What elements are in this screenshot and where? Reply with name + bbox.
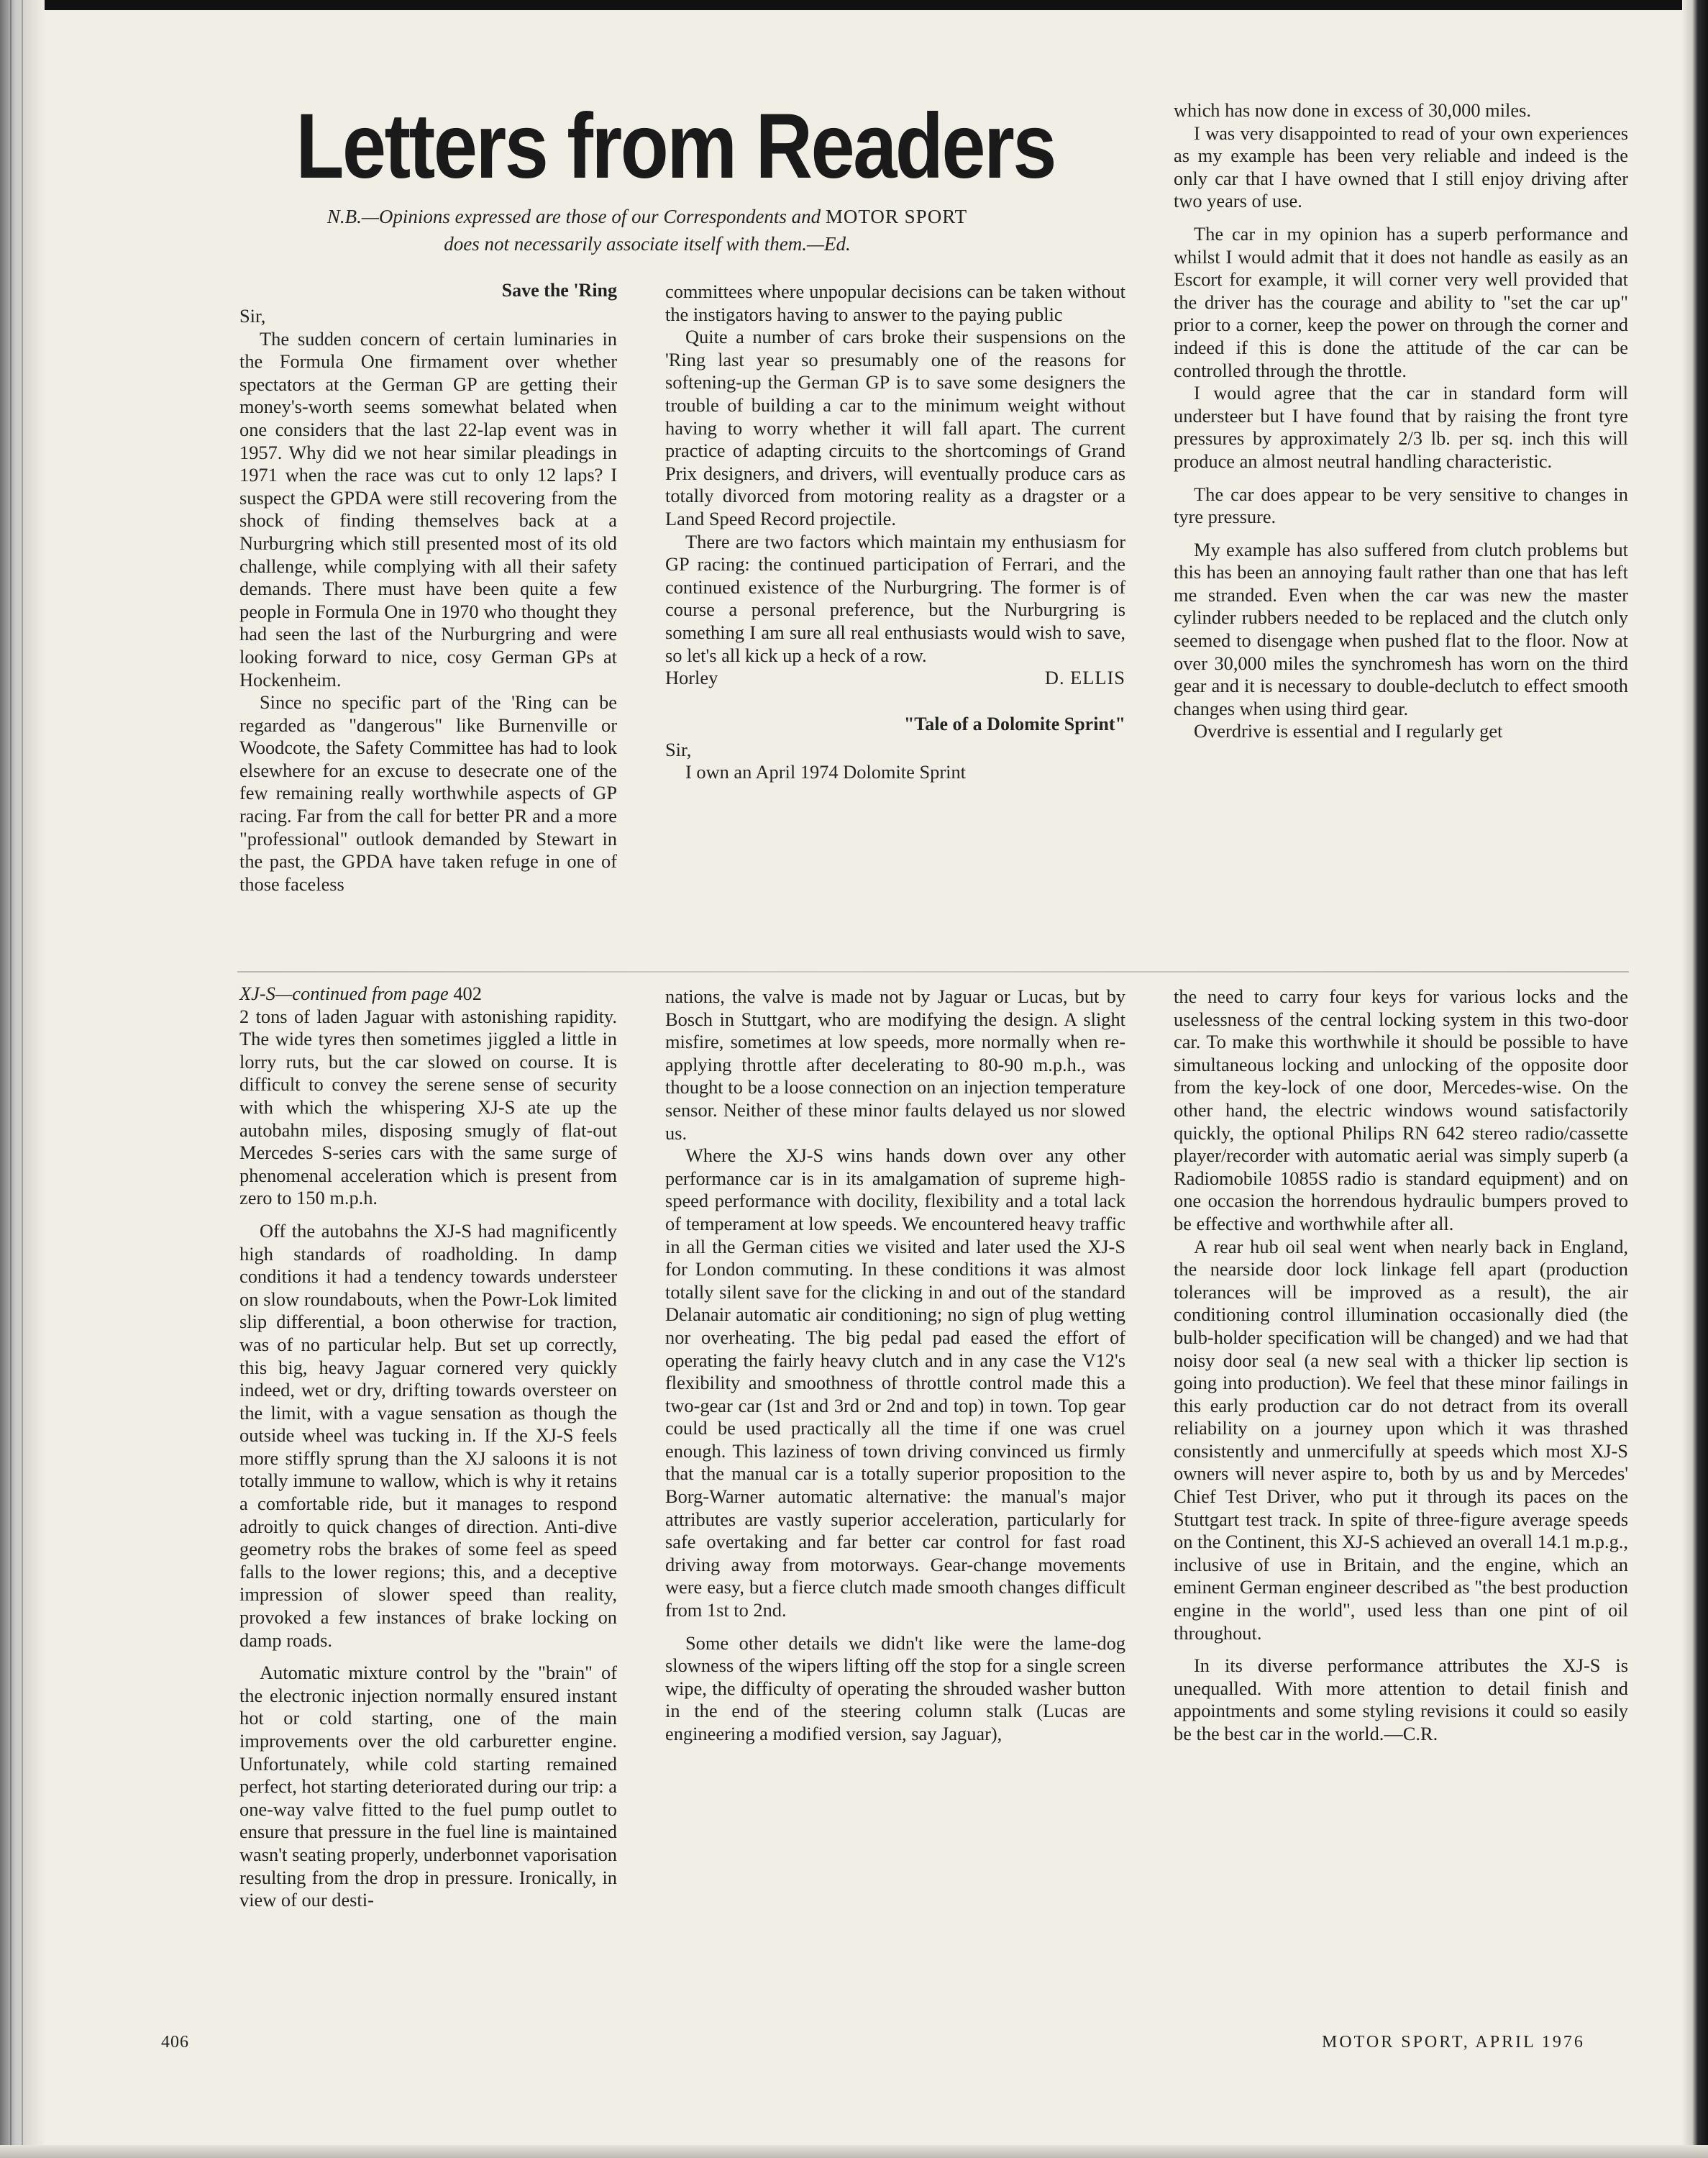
- paragraph: 2 tons of laden Jaguar with astonishing rapidity. The wide tyres then sometimes jiggled a little in lorry ruts, but the car slowed on course. It is difficult to convey the serene sense of security with which the whispering XJ-S ate up the autobahn miles, disposing smugly of flat-out Mercedes S-series cars with the same surge of phenomenal acceleration which is present from zero to 150 m.p.h.: [239, 1005, 617, 1209]
- letter-heading: Save the 'Ring: [501, 280, 617, 301]
- paragraph: Automatic mixture control by the "brain" of the electronic injection normally ensured instant hot or cold starting, one of the main improvements over the old carburetter engine. Unfortunately, while cold starting remained perfect, hot starting deteriorated during our trip: a one-way valve fitted to the fuel pump outlet to ensure that pressure in the fuel line is maintained wasn't seating properly, underbonnet vaporisation resulting from the drop in pressure. Ironically, in view of our desti-: [239, 1662, 617, 1911]
- editor-disclaimer: [216, 203, 1079, 258]
- continued-from-label: XJ-S—continued from page 402: [239, 983, 482, 1004]
- letters-column-2: [665, 281, 1125, 784]
- page-top-edge: [0, 0, 1708, 10]
- paragraph: I own an April 1974 Dolomite Sprint: [685, 761, 966, 783]
- page-bottom-edge: [0, 2145, 1708, 2158]
- paragraph: In its diverse performance attributes the XJ-S is unequalled. With more attention to detail finish and appointments and some styling revisions it could so easily be the best car in the world.—C.R.: [1174, 1654, 1628, 1744]
- letter-heading: "Tale of a Dolomite Sprint": [903, 713, 1125, 734]
- paragraph: I would agree that the car in standard form will understeer but I have found that by raising the front tyre pressures by approximately 2/3 lb. per sq. inch this will produce an almost neutral handling characteristic.: [1174, 382, 1628, 472]
- page-right-edge: [1682, 0, 1708, 2158]
- letters-column-1: [239, 278, 617, 896]
- section-divider: [237, 971, 1629, 973]
- paragraph: Overdrive is essential and I regularly get: [1194, 720, 1503, 742]
- paragraph: committees where unpopular decisions can be taken without the instigators having to answer to the paying public: [665, 281, 1125, 325]
- paragraph: which has now done in excess of 30,000 miles.: [1174, 99, 1531, 121]
- paragraph: the need to carry four keys for various locks and the uselessness of the central locking system in this two-door car. To make this worthwhile it should be possible to have simultaneous locking and unlocking of the opposite door from the key-lock of one door, Mercedes-wise. On the other hand, the electric windows wound satisfactorily quickly, the optional Philips RN 642 stereo radio/cassette player/recorder with automatic aerial was simply superb (a Radiomobile 1085S radio is standard equipment) and on one occasion the horrendous hydraulic bumpers proved to be effective and worthwhile after all.: [1174, 985, 1628, 1234]
- article-column-1: [239, 983, 617, 1912]
- paragraph: My example has also suffered from clutch problems but this has been an annoying fault rather than one that has left me stranded. Even when the car was new the master cylinder rubbers needed to be replaced and the clutch only seemed to disengage when pushed flat to the floor. Now at over 30,000 miles the synchromesh has worn on the third gear and it is necessary to double-declutch to effect smooth changes when using third gear.: [1174, 538, 1628, 719]
- paragraph: A rear hub oil seal went when nearly back in England, the nearside door lock linkage fell apart (production tolerances will be improved as a result), the air conditioning control illumination occasionally died (the bulb-holder specification will be changed) and we had that noisy door seal (a new seal with a thicker lip section is going into production). We feel that these minor failings in this early production car do not detract from its overall reliability on a journey upon which it was thrashed consistently and unmercifully at speeds which most XJ-S owners will never aspire to, both by us and by Mercedes' Chief Test Driver, who put it through its paces on the Stuttgart test track. In spite of three-figure average speeds on the Continent, this XJ-S achieved an overall 14.1 m.p.g., inclusive of use in Britain, and the engine, which an eminent German engineer described as "the best production engine in the world", used less than one pint of oil throughout.: [1174, 1235, 1628, 1644]
- paragraph: I was very disappointed to read of your own experiences as my example has been very reliable and indeed is the only car that I have owned that I still enjoy driving after two years of use.: [1174, 122, 1628, 212]
- page-number: 406: [161, 2033, 189, 2052]
- page-title: Letters from Readers: [296, 95, 1055, 198]
- magazine-name: MOTOR SPORT: [825, 206, 968, 227]
- letter-place: Horley: [665, 667, 718, 689]
- paragraph: The sudden concern of certain luminaries in the Formula One firmament over whether spectators at the German GP are getting their money's-worth seems somewhat belated when one considers that the last 22-lap event was in 1957. Why did we not hear similar pleadings in 1971 when the race was cut to only 12 laps? I suspect the GPDA were still recovering from the shock of finding themselves back at a Nurburgring which still presented most of its old challenge, while complying with all their safety demands. There must have been quite a few people in Formula One in 1970 who thought they had seen the last of the Nurburgring and were looking forward to nice, cosy German GPs at Hockenheim.: [239, 327, 617, 691]
- salutation: Sir,: [239, 305, 266, 327]
- paragraph: Some other details we didn't like were the lame-dog slowness of the wipers lifting off the stop for a single screen wipe, the difficulty of operating the shrouded washer button in the end of the steering column stalk (Lucas are engineering a modified version, say Jaguar),: [665, 1631, 1125, 1744]
- issue-footer: MOTOR SPORT, APRIL 1976: [1322, 2033, 1585, 2052]
- paragraph: There are two factors which maintain my enthusiasm for GP racing: the continued participation of Ferrari, and the continued existence of the Nurburgring. The former is of course a personal preference, but the Nurburgring is something I am sure all real enthusiasts would wish to save, so let's all kick up a heck of a row.: [665, 530, 1125, 666]
- salutation: Sir,: [665, 738, 692, 760]
- paragraph: The car in my opinion has a superb performance and whilst I would admit that it does not handle as easily as an Escort for example, it will corner very well provided that the driver has the courage and ability to "set the car up" prior to a corner, keep the power on through the corner and indeed if this is done the attitude of the car can be controlled through the throttle.: [1174, 222, 1628, 381]
- disclaimer-text: N.B.—Opinions expressed are those of our Correspondents and: [326, 206, 821, 227]
- letter-signoff: [665, 667, 1125, 690]
- paragraph: Where the XJ-S wins hands down over any other performance car is in its amalgamation of supreme high-speed performance with docility, flexibility and a total lack of temperament at low speeds. We encountered heavy traffic in all the German cities we visited and later used the XJ-S for London commuting. In these conditions it was almost totally silent save for the clicking in and out of the standard Delanair automatic air conditioning; no sign of plug wetting nor overheating. The big pedal pad eased the effort of operating the fairly heavy clutch and in any case the V12's flexibility and smoothness of throttle control made this a two-gear car (1st and 3rd or 2nd and top) in town. Top gear could be used practically all the time if one was cruel enough. This laziness of town driving convinced us firmly that the manual car is a totally superior proposition to the Borg-Warner automatic alternative: the manual's major attributes are vastly superior acceleration, particularly for safe overtaking and far better car control for fast road driving away from motorways. Gear-change movements were easy, but a fierce clutch made smooth changes difficult from 1st to 2nd.: [665, 1144, 1125, 1621]
- disclaimer-text: does not necessarily associate itself with them.—Ed.: [444, 233, 851, 255]
- paragraph: The car does appear to be very sensitive to changes in tyre pressure.: [1174, 483, 1628, 528]
- binding-line: [22, 0, 23, 2158]
- letters-column-3: [1174, 99, 1628, 743]
- binding-line: [10, 0, 12, 2158]
- paragraph: Off the autobahns the XJ-S had magnificently high standards of roadholding. In damp conditions it had a tendency towards understeer on slow roundabouts, when the Powr-Lok limited slip differential, a boon otherwise for traction, was of no particular help. But set up correctly, this big, heavy Jaguar cornered very quickly indeed, wet or dry, drifting towards oversteer on the limit, with a vague sensation as though the outside wheel was tucking in. If the XJ-S feels more stiffly sprung than the XJ saloons it is not totally immune to wallow, which is why it retains a comfortable ride, but it manages to respond adroitly to quick changes of direction. Anti-dive geometry robs the brakes of some feel as speed falls to the lower regions; this, and a deceptive impression of slower speed than reality, provoked a few instances of brake locking on damp roads.: [239, 1219, 617, 1651]
- article-column-2: [665, 985, 1125, 1746]
- paragraph: Since no specific part of the 'Ring can be regarded as "dangerous" like Burnenville or Woodcote, the Safety Committee has had to look elsewhere for an excuse to desecrate one of the few remaining really worthwhile aspects of GP racing. Far from the call for better PR and a more "professional" outlook demanded by Stewart in the past, the GPDA have taken refuge in one of those faceless: [239, 691, 617, 895]
- letter-signature: D. ELLIS: [1044, 667, 1125, 689]
- paragraph: Quite a number of cars broke their suspensions on the 'Ring last year so presumably one of the reasons for softening-up the German GP is to save some designers the trouble of building a car to the minimum weight without having to worry whether it will fall apart. The current practice of adapting circuits to the shortcomings of Grand Prix designers, and drivers, will eventually produce cars as totally divorced from motoring reality as a dragster or a Land Speed Record projectile.: [665, 326, 1125, 529]
- article-column-3: [1174, 985, 1628, 1746]
- paragraph: nations, the valve is made not by Jaguar or Lucas, but by Bosch in Stuttgart, who are modifying the design. A slight misfire, sometimes at low speeds, more normally when re-applying throttle after decelerating to 80-90 m.p.h., was thought to be a loose connection on an injection temperature sensor. Neither of these minor faults delayed us nor slowed us.: [665, 985, 1125, 1144]
